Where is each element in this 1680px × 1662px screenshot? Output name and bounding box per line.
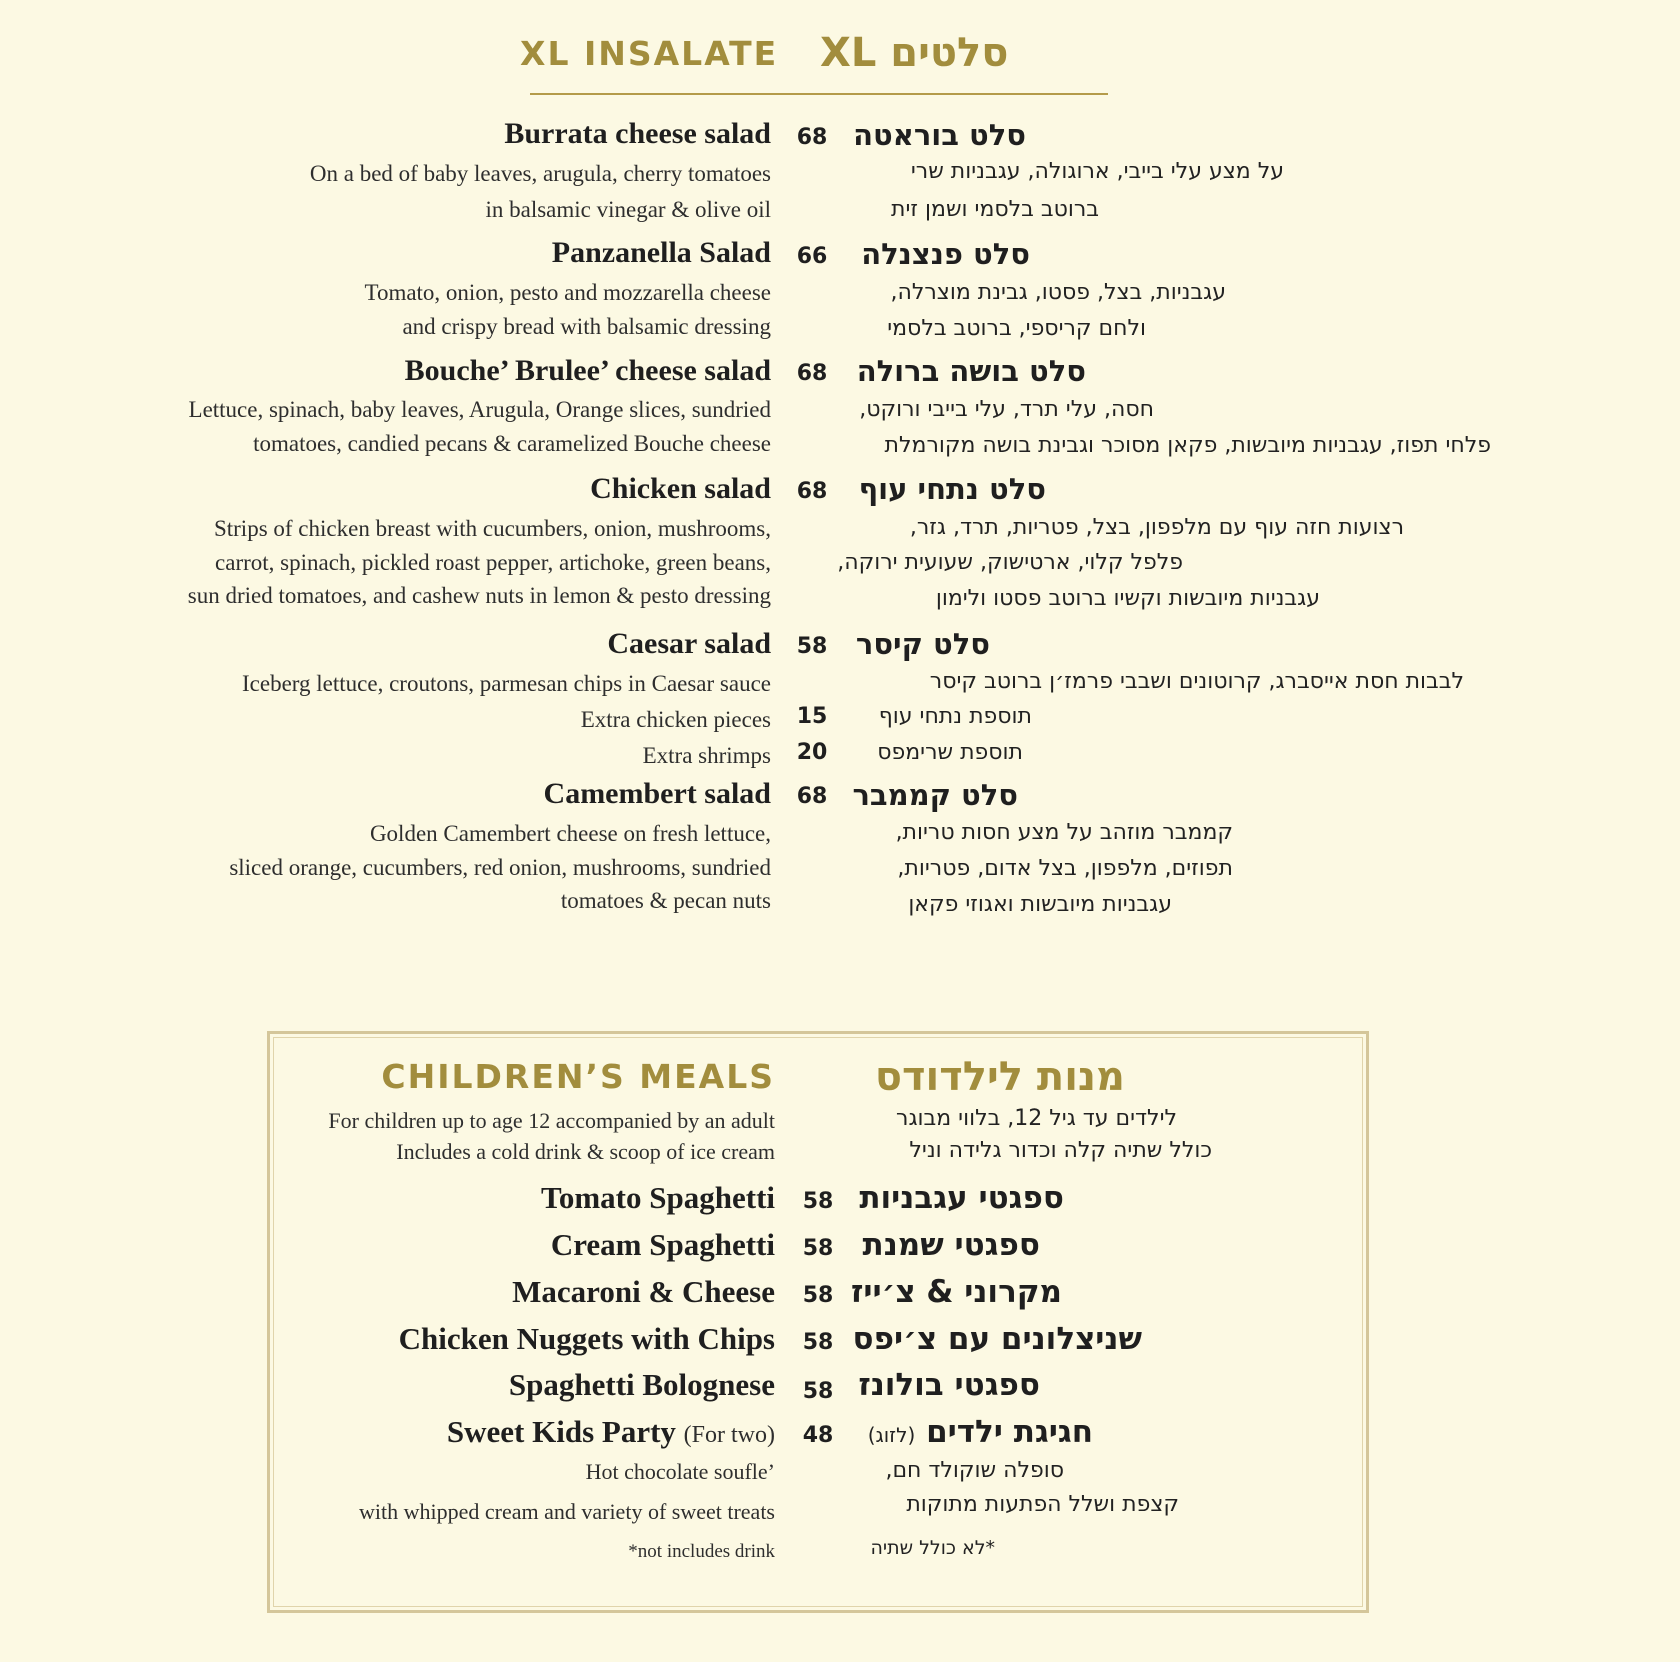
extra-price: 20: [796, 740, 828, 765]
item-desc-he-line: על מצע עלי בייבי, ארוגולה, עגבניות שרי: [910, 159, 1284, 184]
extra-name-en: Extra chicken pieces: [580, 707, 771, 732]
kid-price: 58: [802, 1189, 834, 1214]
extra-price: 15: [796, 704, 828, 729]
item-desc-he-line: עגבניות מיובשות וקשיו ברוטב פסטו ולימון: [935, 586, 1320, 611]
title-underline: [530, 93, 1108, 95]
item-name-en: Chicken salad: [590, 472, 771, 505]
kid-name-he: [868, 1414, 1093, 1450]
item-desc-en-line: On a bed of baby leaves, arugula, cherry tomatoes: [309, 161, 771, 186]
item-desc-en-line: Golden Camembert cheese on fresh lettuce,: [369, 821, 771, 846]
kid-price: 58: [802, 1283, 834, 1308]
party-note-en: *not includes drink: [628, 1541, 775, 1562]
kid-name-he: מקרוני & צ׳ייז: [850, 1274, 1062, 1310]
kid-price: 58: [802, 1379, 834, 1404]
kids-intro-he-line: לילדים עד גיל 12, בלווי מבוגר: [896, 1106, 1177, 1131]
kids-intro-en-line: For children up to age 12 accompanied by an adult: [328, 1108, 775, 1133]
item-desc-en-line: carrot, spinach, pickled roast pepper, artichoke, green beans,: [215, 550, 771, 575]
kid-price: 58: [802, 1330, 834, 1355]
item-desc-he-line: עגבניות, בצל, פסטו, גבינת מוצרלה,: [890, 280, 1226, 305]
salads-title-en: XL INSALATE: [520, 34, 779, 73]
party-desc-he-line: סופלה שוקולד חם,: [885, 1458, 1064, 1483]
item-desc-he-line: לבבות חסת אייסברג, קרוטונים ושבבי פרמז׳ן ברוטב קיסר: [929, 669, 1464, 694]
extra-name-en: Extra shrimps: [642, 743, 771, 768]
party-suffix-en: (For two): [683, 1422, 775, 1448]
item-name-he: סלט נתחי עוף: [858, 472, 1046, 506]
kid-name-en: Chicken Nuggets with Chips: [398, 1321, 775, 1356]
kid-name-he: ספגטי בולונז: [858, 1367, 1040, 1403]
item-desc-en-line: tomatoes, candied pecans & caramelized Bouche cheese: [253, 431, 771, 456]
party-name-en: Sweet Kids Party: [446, 1414, 676, 1449]
item-name-en: Camembert salad: [543, 777, 771, 810]
extra-name-he: תוספת שרימפס: [877, 740, 1023, 765]
item-desc-en-line: Strips of chicken breast with cucumbers, onion, mushrooms,: [213, 516, 771, 541]
item-desc-he-line: פלפל קלוי, ארטישוק, שעועית ירוקה,: [837, 550, 1183, 575]
item-desc-he-line: קממבר מוזהב על מצע חסות טריות,: [895, 820, 1233, 845]
item-desc-he-line: רצועות חזה עוף עם מלפפון, בצל, פטריות, תרד, גזר,: [909, 515, 1404, 540]
salads-title-he: סלטים XL: [820, 30, 1009, 76]
item-desc-en-line: Tomato, onion, pesto and mozzarella cheese: [364, 280, 771, 305]
item-desc-en-line: in balsamic vinegar & olive oil: [485, 197, 771, 222]
item-price: 68: [796, 361, 828, 386]
item-desc-en-line: Lettuce, spinach, baby leaves, Arugula, Orange slices, sundried: [188, 397, 771, 422]
party-desc-en-line: with whipped cream and variety of sweet treats: [358, 1499, 775, 1524]
item-name-en: Caesar salad: [607, 627, 771, 660]
item-price: 68: [796, 784, 828, 809]
item-desc-he-line: ולחם קריספי, ברוטב בלסמי: [887, 316, 1146, 341]
kid-name-en: Spaghetti Bolognese: [508, 1367, 775, 1402]
item-desc-en-line: sliced orange, cucumbers, red onion, mushrooms, sundried: [229, 855, 771, 880]
item-desc-he-line: עגבניות מיובשות ואגוזי פקאן: [908, 892, 1172, 917]
item-desc-he-line: פלחי תפוז, עגבניות מיובשות, פקאן מסוכר וגבינת בושה מקורמלת: [884, 433, 1491, 458]
item-desc-en-line: tomatoes & pecan nuts: [560, 888, 771, 913]
kid-name-he: ספגטי שמנת: [862, 1227, 1040, 1263]
item-desc-en-line: Iceberg lettuce, croutons, parmesan chips in Caesar sauce: [242, 671, 771, 696]
item-price: 66: [796, 244, 828, 269]
kid-price: 58: [802, 1236, 834, 1261]
kid-name-en: Cream Spaghetti: [550, 1227, 775, 1262]
item-name-en: Panzanella Salad: [551, 236, 771, 269]
party-note-he: *לא כולל שתיה: [870, 1537, 995, 1559]
item-name-en: Burrata cheese salad: [504, 117, 771, 150]
kid-name-en: Tomato Spaghetti: [541, 1180, 775, 1215]
item-name-he: סלט בוראטה: [853, 118, 1026, 152]
item-desc-he-line: ברוטב בלסמי ושמן זית: [891, 197, 1099, 222]
item-name-he: סלט קממבר: [852, 778, 1018, 812]
item-name-en: Bouche’ Brulee’ cheese salad: [404, 354, 771, 387]
item-desc-en-line: sun dried tomatoes, and cashew nuts in lemon & pesto dressing: [187, 583, 771, 608]
item-price: 58: [796, 634, 828, 659]
party-desc-he-line: קצפת ושלל הפתעות מתוקות: [906, 1492, 1179, 1517]
kids-title-en: CHILDREN’S MEALS: [381, 1057, 775, 1096]
item-name-he: סלט קיסר: [855, 627, 990, 661]
kid-name-en: [447, 1414, 775, 1450]
item-name-he: סלט בושה ברולה: [856, 354, 1086, 388]
extra-name-he: תוספת נתחי עוף: [878, 704, 1032, 729]
party-name-he: חגיגת ילדים: [926, 1414, 1093, 1450]
item-desc-he-line: חסה, עלי תרד, עלי בייבי ורוקט,: [859, 397, 1154, 422]
item-desc-en-line: and crispy bread with balsamic dressing: [402, 314, 771, 339]
kids-intro-he-line: כולל שתיה קלה וכדור גלידה וניל: [909, 1138, 1212, 1163]
item-desc-he-line: תפוזים, מלפפון, בצל אדום, פטריות,: [897, 856, 1233, 881]
kids-title-he: מנות לילדודס: [874, 1054, 1125, 1100]
kid-name-he: שניצלונים עם צ׳יפס: [852, 1321, 1142, 1357]
kid-price: 48: [802, 1423, 834, 1448]
item-name-he: סלט פנצנלה: [861, 237, 1030, 271]
kid-name-he: ספגטי עגבניות: [859, 1180, 1064, 1216]
item-price: 68: [796, 479, 828, 504]
party-suffix-he: (לזוג): [867, 1423, 916, 1447]
kid-name-en: Macaroni & Cheese: [512, 1274, 775, 1309]
party-desc-en-line: Hot chocolate soufle’: [585, 1459, 775, 1484]
kids-intro-en-line: Includes a cold drink & scoop of ice cream: [396, 1139, 775, 1164]
item-price: 68: [796, 125, 828, 150]
